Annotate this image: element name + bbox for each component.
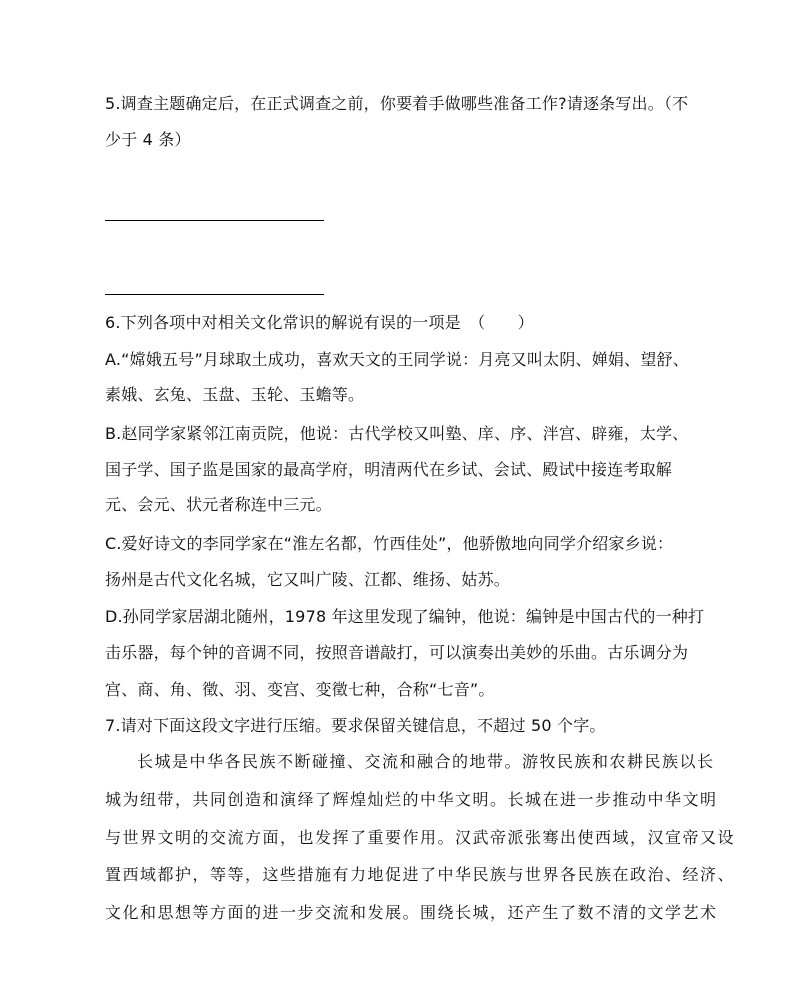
question-5-text-line-1: 5.调查主题确定后，在正式调查之前，你要着手做哪些准备工作?请逐条写出。（不	[105, 94, 689, 113]
option-d-line-1: D.孙同学家居湖北随州，1978 年这里发现了编钟，他说：编钟是中国古代的一种打	[105, 607, 705, 626]
option-d-line-3: 宫、商、角、徵、羽、变宫、变徵七种，合称“七音”。	[105, 680, 495, 699]
question-7-stem: 7.请对下面这段文字进行压缩。要求保留关键信息，不超过 50 个字。	[105, 716, 606, 735]
passage-line-2: 城为纽带，共同创造和演绎了辉煌灿烂的中华文明。长城在进一步推动中华文明	[105, 790, 718, 809]
option-d-line-2: 击乐器，每个钟的音调不同，按照音谱敲打，可以演奏出美妙的乐曲。古乐调分为	[105, 643, 689, 662]
option-b-line-1: B.赵同学家紧邻江南贡院，他说：古代学校又叫塾、庠、序、泮宫、辟雍，太学、	[105, 424, 689, 443]
question-6-stem: 6.下列各项中对相关文化常识的解说有误的一项是 （ ）	[105, 313, 534, 332]
passage-line-4: 置西域都护，等等，这些措施有力地促进了中华民族与世界各民族在政治、经济、	[105, 865, 736, 884]
option-b-line-2: 国子学、国子监是国家的最高学府，明清两代在乡试、会试、殿试中接连考取解	[105, 460, 673, 479]
option-a-line-2: 素娥、玄兔、玉盘、玉轮、玉蟾等。	[105, 385, 365, 404]
passage-line-3: 与世界文明的交流方面，也发挥了重要作用。汉武帝派张骞出使西域，汉宣帝又设	[105, 828, 736, 847]
option-a-line-1: A.“嫦娥五号”月球取土成功，喜欢天文的王同学说：月亮又叫太阴、婵娟、望舒、	[105, 350, 689, 369]
question-5-text-line-2: 少于 4 条）	[105, 130, 191, 149]
answer-blank-line-1[interactable]	[105, 220, 324, 221]
option-c-line-2: 扬州是古代文化名城，它又叫广陵、江都、维扬、姑苏。	[105, 570, 511, 589]
option-b-line-3: 元、会元、状元者称连中三元。	[105, 495, 332, 514]
option-c-line-1: C.爱好诗文的李同学家在“淮左名都，竹西佳处”，他骄傲地向同学介绍家乡说：	[105, 534, 674, 553]
passage-line-5: 文化和思想等方面的进一步交流和发展。围绕长城，还产生了数不清的文学艺术	[105, 903, 718, 922]
answer-blank-line-2[interactable]	[105, 294, 324, 295]
passage-line-1: 长城是中华各民族不断碰撞、交流和融合的地带。游牧民族和农耕民族以长	[137, 752, 715, 771]
